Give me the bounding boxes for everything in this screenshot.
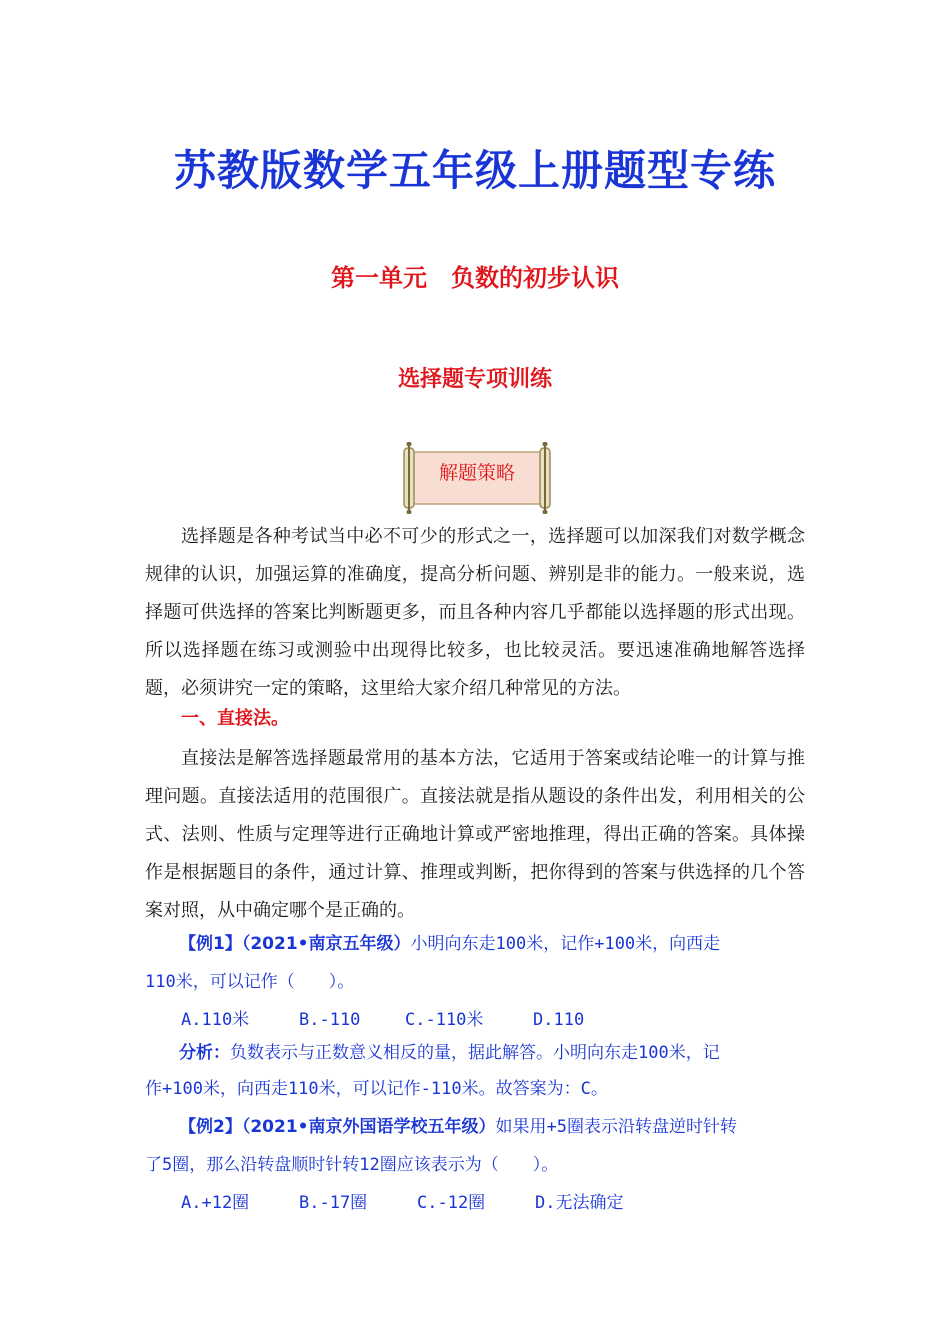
- analysis-line1: 负数表示与正数意义相反的量，据此解答。小明向东走100米，记: [230, 1043, 720, 1063]
- example-1-options: [145, 1001, 810, 1039]
- example-1: [145, 925, 810, 1039]
- method-paragraph-block: [145, 740, 805, 930]
- example-1-option-b: B.-110: [299, 1010, 361, 1030]
- analysis-line2: 作+100米，向西走110米，可以记作-110米。故答案为：C。: [145, 1079, 608, 1099]
- example-1-question-line2: 110米，可以记作（ ）。: [145, 972, 355, 992]
- example-2-label: 【例2】（2021•南京外国语学校五年级）: [179, 1117, 496, 1137]
- section-title: 选择题专项训练: [397, 367, 552, 392]
- strategy-banner: [396, 442, 558, 514]
- example-1-option-a: A.110米: [181, 1010, 250, 1030]
- example-2-option-a: A.+12圈: [181, 1193, 250, 1213]
- example-1-label: 【例1】（2021•南京五年级）: [179, 934, 411, 954]
- unit-title: 第一单元 负数的初步认识: [331, 264, 619, 292]
- example-2: [145, 1108, 810, 1222]
- example-2-option-d: D.无法确定: [535, 1193, 624, 1213]
- example-1-question-line1: 小明向东走100米，记作+100米，向西走: [410, 934, 721, 954]
- banner-label: 解题策略: [438, 462, 515, 484]
- example-2-question-line2: 了5圈，那么沿转盘顺时针转12圈应该表示为（ ）。: [145, 1155, 559, 1175]
- method-heading: 一、直接法。: [181, 708, 289, 729]
- example-1-option-d: D.110: [533, 1010, 585, 1030]
- example-2-option-c: C.-12圈: [417, 1193, 486, 1213]
- example-2-option-b: B.-17圈: [299, 1193, 368, 1213]
- example-1-analysis: [145, 1035, 810, 1107]
- intro-paragraph: 选择题是各种考试当中必不可少的形式之一，选择题可以加深我们对数学概念规律的认识，加强运算的准确度，提高分析问题、辨别是非的能力。一般来说，选择题可供选择的答案比判断题更多，而且各种内容几乎都能以选择题的形式出现。所以选择题在练习或测验中出现得比较多，也比较灵活。要迅速准确地解答选择题，必须讲究一定的策略，这里给大家介绍几种常见的方法。: [145, 526, 805, 699]
- example-1-option-c: C.-110米: [405, 1010, 484, 1030]
- example-2-question-line1: 如果用+5圈表示沿转盘逆时针转: [495, 1117, 737, 1137]
- analysis-label: 分析：: [179, 1043, 230, 1063]
- main-title: 苏教版数学五年级上册题型专练: [173, 146, 776, 195]
- example-2-options: [145, 1184, 810, 1222]
- method-paragraph: 直接法是解答选择题最常用的基本方法，它适用于答案或结论唯一的计算与推理问题。直接法适用的范围很广。直接法就是指从题设的条件出发，利用相关的公式、法则、性质与定理等进行正确地计算或严密地推理，得出正确的答案。具体操作是根据题目的条件，通过计算、推理或判断，把你得到的答案与供选择的几个答案对照，从中确定哪个是正确的。: [145, 748, 805, 921]
- intro-paragraph-block: [145, 518, 805, 708]
